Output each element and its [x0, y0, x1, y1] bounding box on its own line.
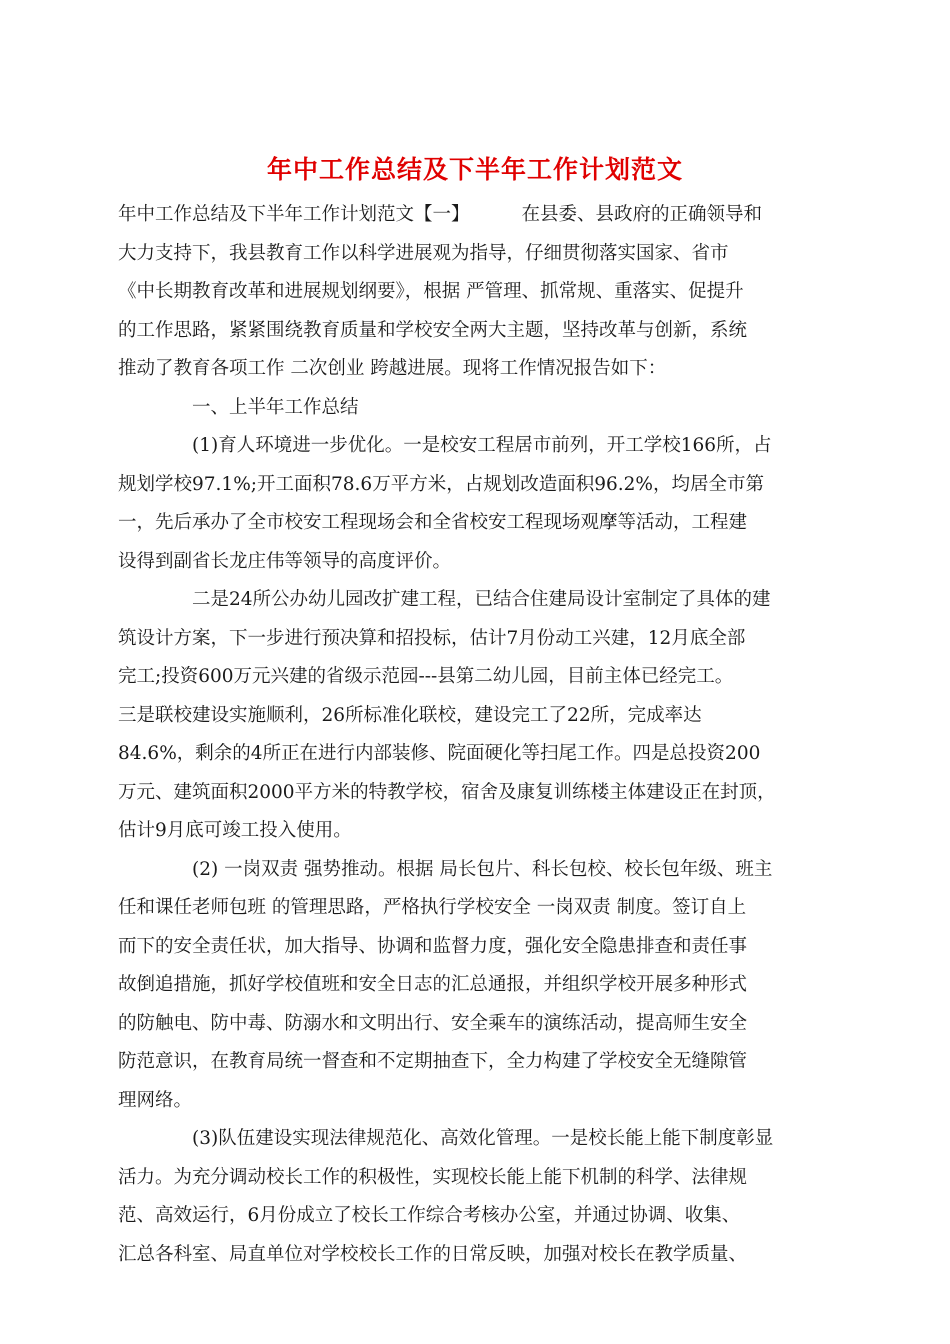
text-line: 而下的安全责任状，加大指导、协调和监督力度，强化安全隐患排查和责任事	[118, 935, 748, 957]
text-line: 规划学校97.1%;开工面积78.6万平方米，占规划改造面积96.2%，均居全市第	[118, 473, 764, 495]
text-line: 理网络。	[118, 1089, 193, 1111]
text-line: (3)队伍建设实现法律规范化、高效化管理。一是校长能上能下制度彰显	[192, 1128, 774, 1149]
text-line: 一，先后承办了全市校安工程现场会和全省校安工程现场观摩等活动，工程建	[118, 512, 748, 533]
text-line: 防范意识，在教育局统一督查和不定期抽查下，全力构建了学校安全无缝隙管	[118, 1051, 748, 1072]
section-heading: 一、上半年工作总结	[192, 396, 359, 418]
text-line: 三是联校建设实施顺利，26所标准化联校，建设完工了22所，完成率达	[118, 704, 702, 726]
text-line: 活力。为充分调动校长工作的积极性，实现校长能上能下机制的科学、法律规	[118, 1166, 748, 1188]
text-line: 筑设计方案，下一步进行预决算和招投标，估计7月份动工兴建，12月底全部	[118, 627, 746, 649]
text-line: 万元、建筑面积2000平方米的特教学校，宿舍及康复训练楼主体建设正在封顶，	[118, 781, 776, 803]
text-line: 《中长期教育改革和进展规划纲要》，根据 严管理、抓常规、重落实、促提升	[118, 281, 744, 302]
text-line: 设得到副省长龙庄伟等领导的高度评价。	[118, 550, 452, 572]
document-body	[118, 196, 812, 1274]
text-line: 84.6%，剩余的4所正在进行内部装修、院面硬化等扫尾工作。四是总投资200	[118, 743, 761, 764]
text-line: 二是24所公办幼儿园改扩建工程，已结合住建局设计室制定了具体的建	[192, 589, 771, 610]
text-line: 大力支持下，我县教育工作以科学进展观为指导，仔细贯彻落实国家、省市	[118, 242, 729, 264]
text-line: (1)育人环境进一步优化。一是校安工程居市前列，开工学校166所，占	[192, 435, 772, 456]
text-line: 推动了教育各项工作 二次创业 跨越进展。现将工作情况报告如下：	[118, 358, 667, 379]
text-line: 年中工作总结及下半年工作计划范文【一】 在县委、县政府的正确领导和	[118, 204, 763, 225]
text-line: 的防触电、防中毒、防溺水和文明出行、安全乘车的演练活动，提高师生安全	[118, 1012, 748, 1034]
text-line: 范、高效运行，6月份成立了校长工作综合考核办公室，并通过协调、收集、	[118, 1205, 741, 1226]
text-line: 的工作思路，紧紧围绕教育质量和学校安全两大主题，坚持改革与创新，系统	[118, 319, 748, 341]
text-line: 汇总各科室、局直单位对学校校长工作的日常反映，加强对校长在教学质量、	[118, 1243, 748, 1265]
text-line: 任和课任老师包班 的管理思路，严格执行学校安全 一岗双责 制度。签订自上	[118, 897, 747, 918]
document-title: 年中工作总结及下半年工作计划范文	[266, 155, 683, 184]
text-line: 完工;投资600万元兴建的省级示范园---县第二幼儿园，目前主体已经完工。	[118, 666, 734, 687]
text-line: 故倒追措施，抓好学校值班和安全日志的汇总通报，并组织学校开展多种形式	[118, 974, 748, 995]
text-line: (2) 一岗双责 强势推动。根据 局长包片、科长包校、校长包年级、班主	[192, 858, 773, 880]
text-line: 估计9月底可竣工投入使用。	[118, 820, 352, 841]
